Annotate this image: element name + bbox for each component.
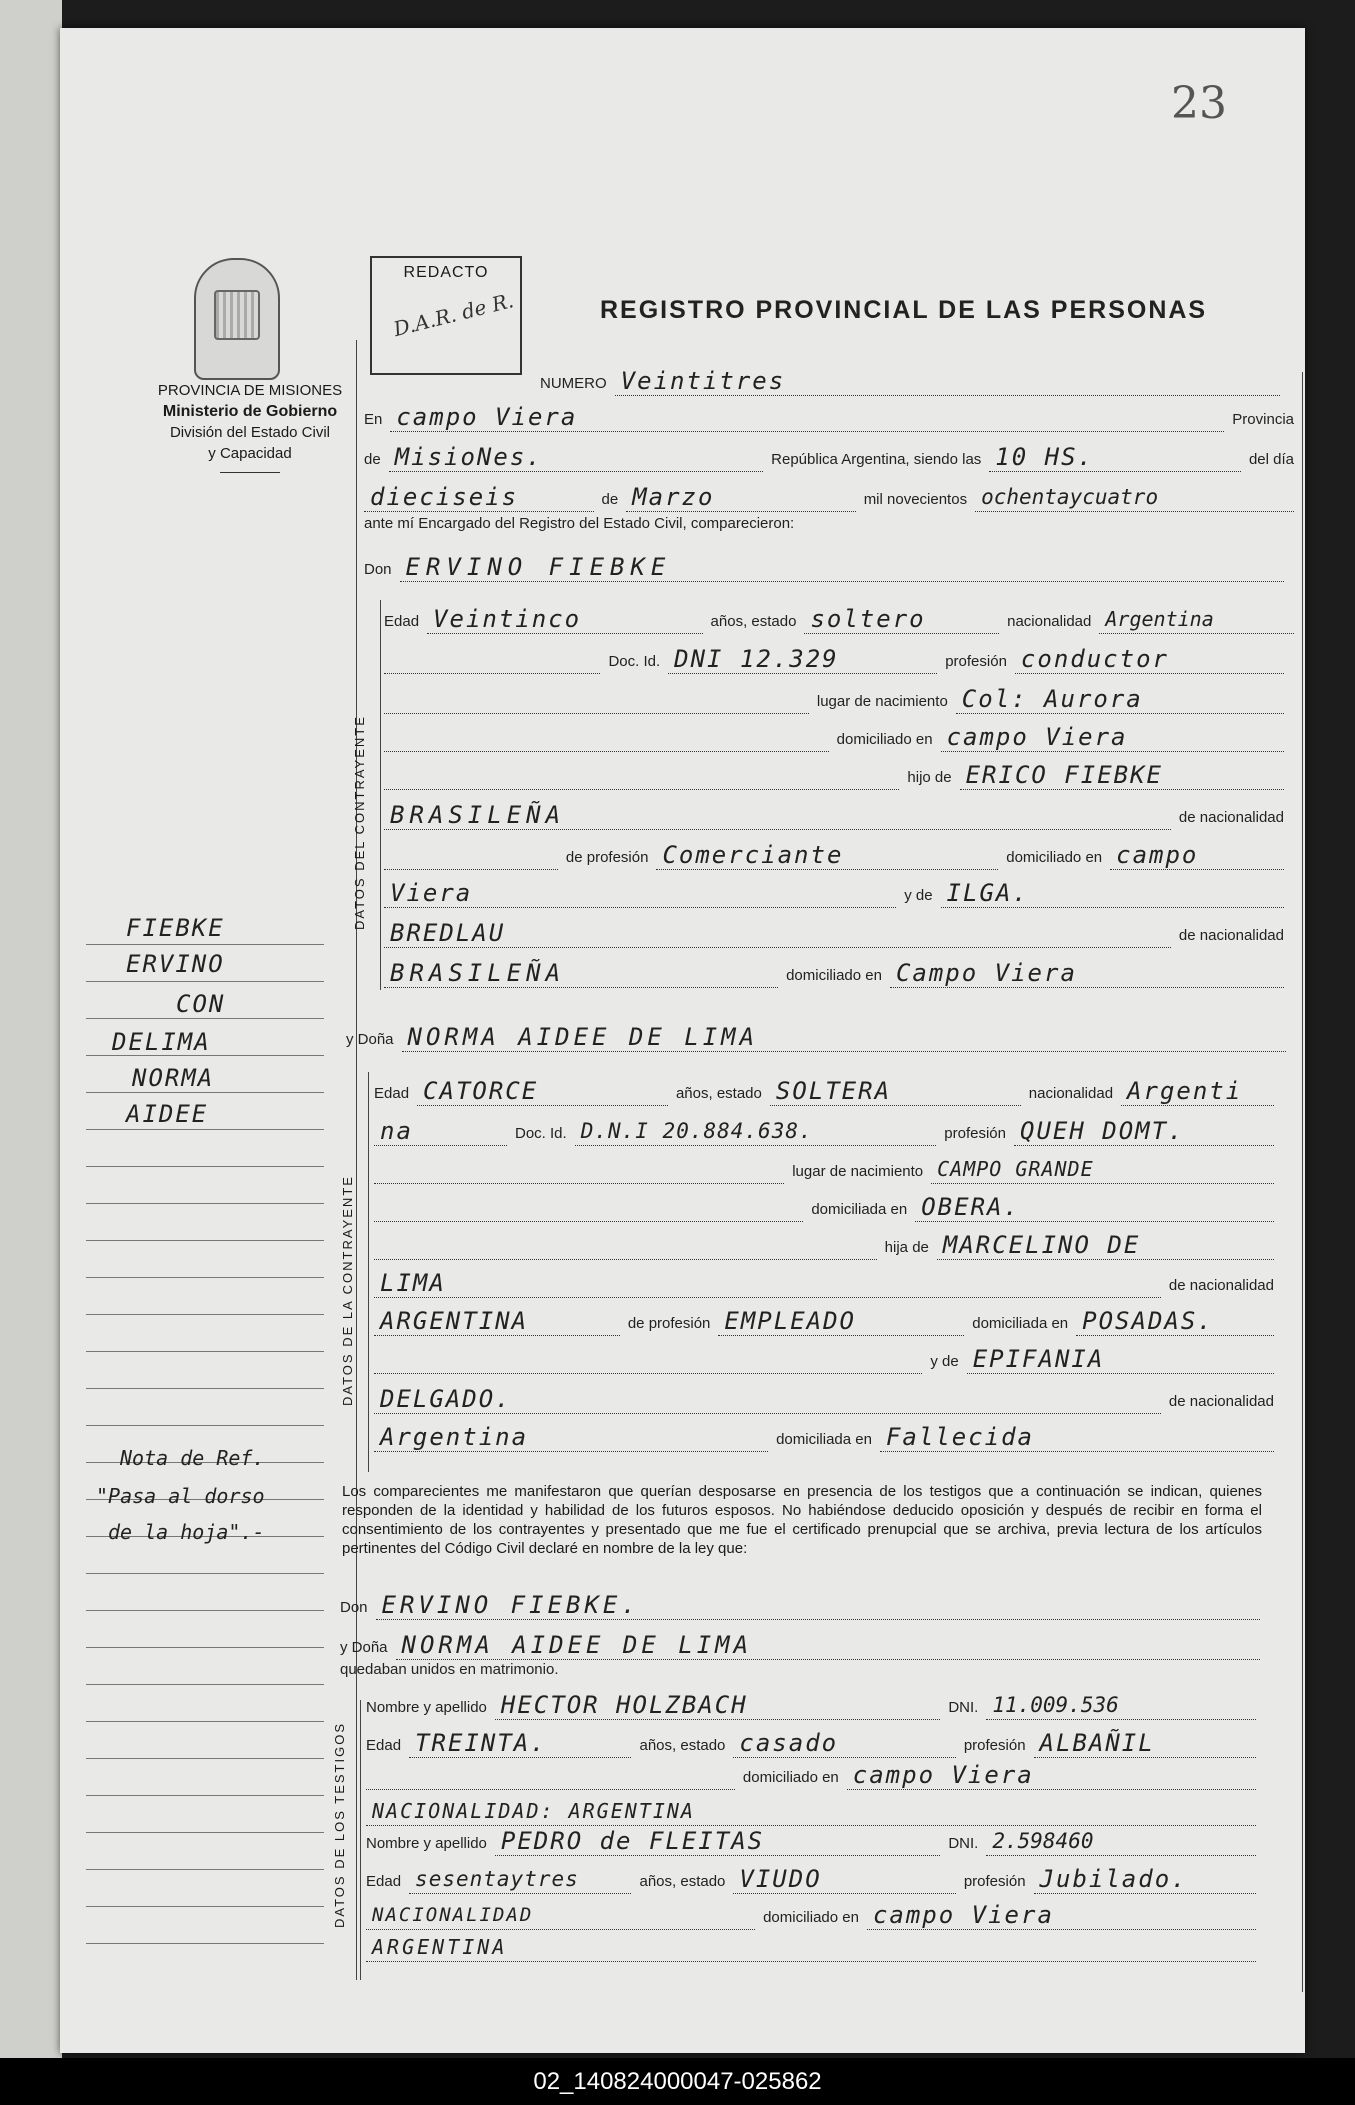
- fecha-row: [364, 478, 1294, 512]
- don-row: [364, 548, 1284, 582]
- dona-label: y Doña: [346, 1031, 394, 1048]
- dni-label: DNI.: [948, 1835, 979, 1852]
- estado-label: años, estado: [710, 613, 797, 630]
- provincia-label: Provincia: [1232, 411, 1294, 428]
- dona-row: [346, 1018, 1286, 1052]
- groom-doc: DNI 12.329: [668, 645, 937, 674]
- office-province: PROVINCIA DE MISIONES: [157, 382, 343, 399]
- hijo-label: hijo de: [907, 769, 952, 786]
- bride-madre-b-row: [374, 1380, 1274, 1414]
- witness1-nac: NACIONALIDAD: ARGENTINA: [366, 1797, 1256, 1826]
- numero-row: [540, 362, 1280, 396]
- de-nacionalidad-label: de nacionalidad: [1178, 809, 1284, 826]
- margin-name-line: DELIMA: [112, 1028, 211, 1056]
- margin-rule: [86, 1721, 324, 1722]
- bride-domicilio-row: [374, 1188, 1274, 1222]
- bride-padre-prof: EMPLEADO: [718, 1307, 964, 1336]
- bride-padre-row: [374, 1226, 1274, 1260]
- groom-padre-nac: BRASILEÑA: [384, 801, 1171, 830]
- bride-madre: EPIFANIA: [967, 1345, 1274, 1374]
- scan-id-footer: 02_140824000047-025862: [0, 2058, 1355, 2105]
- madre-dom-label: domiciliada en: [776, 1431, 872, 1448]
- margin-rule: [86, 1647, 324, 1648]
- provincia-value: MisioNes.: [389, 443, 763, 472]
- margin-name-line: NORMA: [132, 1064, 215, 1092]
- groom-madre-nac-row: [384, 954, 1284, 988]
- doc-label: Doc. Id.: [608, 653, 661, 670]
- groom-padre-row: [384, 756, 1284, 790]
- groom-madre: ILGA.: [941, 879, 1284, 908]
- groom-madre-nac: BRASILEÑA: [384, 959, 778, 988]
- margin-rule: [86, 944, 324, 945]
- de-profesion-label: de profesión: [565, 849, 649, 866]
- issuing-office: [130, 380, 370, 473]
- domicilio-label: domiciliada en: [811, 1201, 908, 1218]
- groom-madre-row: [384, 874, 1284, 908]
- witnesses-section-label: DATOS DE LOS TESTIGOS: [332, 1722, 347, 1928]
- margin-rule: [86, 1018, 324, 1019]
- margin-rule: [86, 1906, 324, 1907]
- bride-padre-b: LIMA: [374, 1269, 1161, 1298]
- witness2-nac-b: ARGENTINA: [366, 1933, 1256, 1962]
- madre-dom-label: domiciliado en: [786, 967, 882, 984]
- margin-rule: [86, 1314, 324, 1315]
- witness2-dom-row: [366, 1896, 1256, 1930]
- decl-dona: NORMA AIDEE DE LIMA: [396, 1631, 1260, 1660]
- margin-name-line: FIEBKE: [126, 914, 225, 942]
- groom-madre-dom: Campo Viera: [890, 959, 1284, 988]
- edad-label: Edad: [366, 1737, 402, 1754]
- witness2-profesion: Jubilado.: [1034, 1865, 1256, 1894]
- witness1-dom: campo Viera: [847, 1761, 1256, 1790]
- witness2-nac-row: [366, 1928, 1256, 1962]
- en-label: En: [364, 411, 383, 428]
- bride-nacionalidad-b: na: [374, 1117, 507, 1146]
- groom-domicilio: campo Viera: [941, 723, 1284, 752]
- bride-padre-nac: ARGENTINA: [374, 1307, 620, 1336]
- form-left-rule: [356, 340, 357, 1980]
- estado-label: años, estado: [639, 1873, 726, 1890]
- bride-lugar-row: [374, 1150, 1274, 1184]
- bride-padre: MARCELINO DE: [937, 1231, 1274, 1260]
- de-mes-label: de: [601, 491, 619, 508]
- witness1-dni: 11.009.536: [986, 1691, 1256, 1720]
- bride-edad-row: [374, 1072, 1274, 1106]
- mil-label: mil novecientos: [863, 491, 968, 508]
- margin-rule: [86, 1277, 324, 1278]
- bride-padre-prof-row: [374, 1302, 1274, 1336]
- office-ministry: Ministerio de Gobierno: [162, 403, 338, 420]
- dona-label: y Doña: [340, 1639, 388, 1656]
- decl-dona-row: [340, 1626, 1260, 1660]
- groom-lugar-row: [384, 680, 1284, 714]
- profesion-label: profesión: [945, 653, 1007, 670]
- bride-madre-nac-row: [374, 1418, 1274, 1452]
- groom-padre-nac-row: [384, 796, 1284, 830]
- groom-profesion: conductor: [1015, 645, 1284, 674]
- don-value: ERVINO FIEBKE: [400, 553, 1284, 582]
- domicilio-label: domiciliado en: [836, 731, 933, 748]
- witness2-edad: sesentaytres: [409, 1865, 631, 1894]
- witness2-nombre-row: [366, 1822, 1256, 1856]
- dia-value: dieciseis: [364, 483, 594, 512]
- groom-estado: soltero: [804, 605, 999, 634]
- office-capacity: y Capacidad: [208, 445, 292, 462]
- groom-padre: ERICO FIEBKE: [960, 761, 1284, 790]
- bride-doc: D.N.I 20.884.638.: [575, 1117, 937, 1146]
- witness2-dni: 2.598460: [986, 1827, 1256, 1856]
- estado-label: años, estado: [675, 1085, 762, 1102]
- margin-rule: [86, 1203, 324, 1204]
- witness2-nac: NACIONALIDAD: [366, 1901, 755, 1930]
- bride-padre-b-row: [374, 1264, 1274, 1298]
- en-row: [364, 398, 1294, 432]
- groom-nacionalidad: Argentina: [1099, 605, 1294, 634]
- section-rule-groom: [380, 600, 381, 990]
- estado-label: años, estado: [639, 1737, 726, 1754]
- nacionalidad-label: nacionalidad: [1007, 613, 1092, 630]
- declaration-text: Los comparecientes me manifestaron que querían desposarse en presencia de los testigos que a continuación se indican, quienes responden de la identidad y habilidad de los futuros esposos. No habiéndose deducido oposición y después de recibir en forma el consentimiento de los contrayentes y presentado que me fue el certificado prenupcial que se archiva, previa lectura de los artículos pertinentes del Código Civil declaré en nombre de la ley que:: [342, 1483, 1262, 1557]
- padre-dom-label: domiciliada en: [972, 1315, 1069, 1332]
- en-value: campo Viera: [390, 403, 1224, 432]
- witness2-estado: VIUDO: [733, 1865, 955, 1894]
- witness2-dom: campo Viera: [867, 1901, 1256, 1930]
- margin-rule: [86, 1869, 324, 1870]
- numero-label: NUMERO: [540, 375, 607, 392]
- bride-madre-row: [374, 1340, 1274, 1374]
- bride-edad: CATORCE: [417, 1077, 668, 1106]
- lugar-label: lugar de nacimiento: [792, 1163, 924, 1180]
- don-label: Don: [340, 1599, 368, 1616]
- stamp-label: REDACTO: [403, 264, 489, 281]
- anio-value: ochentaycuatro: [975, 483, 1294, 512]
- de-label: de: [364, 451, 381, 468]
- profesion-label: profesión: [963, 1737, 1026, 1754]
- del-dia-label: del día: [1248, 451, 1294, 468]
- stamp-annotation: D.A.R. de R.: [390, 288, 516, 342]
- witness1-nombre: HECTOR HOLZBACH: [495, 1691, 940, 1720]
- margin-rule: [86, 1795, 324, 1796]
- margin-rule: [86, 1166, 324, 1167]
- bride-nacionalidad-a: Argenti: [1121, 1077, 1274, 1106]
- profesion-label: profesión: [963, 1873, 1026, 1890]
- bride-madre-nac: Argentina: [374, 1423, 768, 1452]
- bride-madre-dom: Fallecida: [880, 1423, 1274, 1452]
- de-nacionalidad-label: de nacionalidad: [1168, 1277, 1274, 1294]
- bride-section-label: DATOS DE LA CONTRAYENTE: [340, 1175, 355, 1406]
- republica-label: República Argentina, siendo las: [771, 451, 982, 468]
- page-title: REGISTRO PROVINCIAL DE LAS PERSONAS: [600, 296, 1208, 324]
- dom-label: domiciliado en: [742, 1769, 839, 1786]
- quedaban-row: [340, 1656, 1260, 1682]
- margin-rule: [86, 1943, 324, 1944]
- mes-value: Marzo: [626, 483, 856, 512]
- y-de-label: y de: [904, 887, 933, 904]
- witness1-profesion: ALBAÑIL: [1034, 1729, 1256, 1758]
- decl-don-row: [340, 1586, 1260, 1620]
- groom-padre-prof: Comerciante: [656, 841, 998, 870]
- bride-profesion: QUEH DOMT.: [1014, 1117, 1274, 1146]
- nombre-label: Nombre y apellido: [366, 1699, 487, 1716]
- groom-domicilio-row: [384, 718, 1284, 752]
- witness2-nombre: PEDRO de FLEITAS: [495, 1827, 940, 1856]
- groom-padre-dom-b: Viera: [384, 879, 896, 908]
- page-number: 23: [1171, 78, 1227, 129]
- de-nacionalidad-label: de nacionalidad: [1178, 927, 1284, 944]
- office-division: División del Estado Civil: [169, 424, 331, 441]
- groom-lugar: Col: Aurora: [956, 685, 1284, 714]
- hora-value: 10 HS.: [989, 443, 1241, 472]
- lugar-label: lugar de nacimiento: [816, 693, 948, 710]
- dni-label: DNI.: [948, 1699, 979, 1716]
- previous-page-edge: [0, 0, 62, 2060]
- edad-label: Edad: [384, 613, 420, 630]
- provincial-seal-icon: [194, 258, 280, 380]
- margin-name-line: AIDEE: [126, 1100, 209, 1128]
- margin-rule: [86, 1573, 324, 1574]
- margin-note-line: "Pasa al dorso: [96, 1484, 265, 1508]
- y-de-label: y de: [930, 1353, 959, 1370]
- margin-rule: [86, 981, 324, 982]
- margin-rule: [86, 1388, 324, 1389]
- witness1-nombre-row: [366, 1686, 1256, 1720]
- groom-edad-row: [384, 600, 1294, 634]
- de-profesion-label: de profesión: [627, 1315, 711, 1332]
- margin-note-line: Nota de Ref.: [120, 1446, 265, 1470]
- ante-row: [364, 510, 1294, 536]
- edad-label: Edad: [366, 1873, 402, 1890]
- witness1-edad-row: [366, 1724, 1256, 1758]
- groom-madre-b: BREDLAU: [384, 919, 1171, 948]
- witness1-estado: casado: [733, 1729, 955, 1758]
- groom-doc-row: [384, 640, 1284, 674]
- profesion-label: profesión: [944, 1125, 1006, 1142]
- bride-estado: SOLTERA: [770, 1077, 1021, 1106]
- de-nacionalidad-label: de nacionalidad: [1168, 1393, 1274, 1410]
- nombre-label: Nombre y apellido: [366, 1835, 487, 1852]
- margin-note-line: de la hoja".-: [108, 1520, 265, 1544]
- witness1-dom-row: [366, 1756, 1256, 1790]
- bride-domicilio: OBERA.: [915, 1193, 1274, 1222]
- section-rule-witnesses: [360, 1700, 361, 1980]
- section-rule-bride: [368, 1072, 369, 1472]
- hija-label: hija de: [884, 1239, 929, 1256]
- don-label: Don: [364, 561, 392, 578]
- groom-padre-prof-row: [384, 836, 1284, 870]
- nacionalidad-label: nacionalidad: [1028, 1085, 1114, 1102]
- bride-madre-b: DELGADO.: [374, 1385, 1161, 1414]
- margin-name-line: ERVINO: [126, 950, 225, 978]
- margin-rule: [86, 1240, 324, 1241]
- padre-dom-label: domiciliado en: [1006, 849, 1103, 866]
- witness1-nac-row: [366, 1792, 1256, 1826]
- dom-label: domiciliado en: [763, 1909, 859, 1926]
- margin-column: [86, 900, 324, 1970]
- groom-edad: Veintinco: [427, 605, 703, 634]
- dona-value: NORMA AIDEE DE LIMA: [402, 1023, 1286, 1052]
- witness1-edad: TREINTA.: [409, 1729, 631, 1758]
- margin-rule: [86, 1129, 324, 1130]
- quedaban-label: quedaban unidos en matrimonio.: [340, 1661, 559, 1678]
- provincia-row: [364, 438, 1294, 472]
- margin-rule: [86, 1758, 324, 1759]
- margin-rule: [86, 1832, 324, 1833]
- margin-name-line: CON: [176, 990, 226, 1018]
- redacto-stamp: [370, 256, 522, 375]
- margin-rule: [86, 1684, 324, 1685]
- form-right-rule: [1302, 372, 1303, 1992]
- doc-label: Doc. Id.: [515, 1125, 567, 1142]
- margin-rule: [86, 1425, 324, 1426]
- margin-rule: [86, 1610, 324, 1611]
- bride-padre-dom: POSADAS.: [1076, 1307, 1274, 1336]
- margin-rule: [86, 1351, 324, 1352]
- numero-value: Veintitres: [615, 367, 1280, 396]
- groom-madre-b-row: [384, 914, 1284, 948]
- bride-lugar: CAMPO GRANDE: [931, 1155, 1274, 1184]
- margin-rule: [86, 1092, 324, 1093]
- bride-doc-row: [374, 1112, 1274, 1146]
- ante-label: ante mí Encargado del Registro del Estado Civil, comparecieron:: [364, 515, 795, 532]
- groom-padre-dom-a: campo: [1110, 841, 1284, 870]
- groom-section-label: DATOS DEL CONTRAYENTE: [352, 715, 367, 930]
- witness2-edad-row: [366, 1860, 1256, 1894]
- decl-don: ERVINO FIEBKE.: [376, 1591, 1260, 1620]
- edad-label: Edad: [374, 1085, 410, 1102]
